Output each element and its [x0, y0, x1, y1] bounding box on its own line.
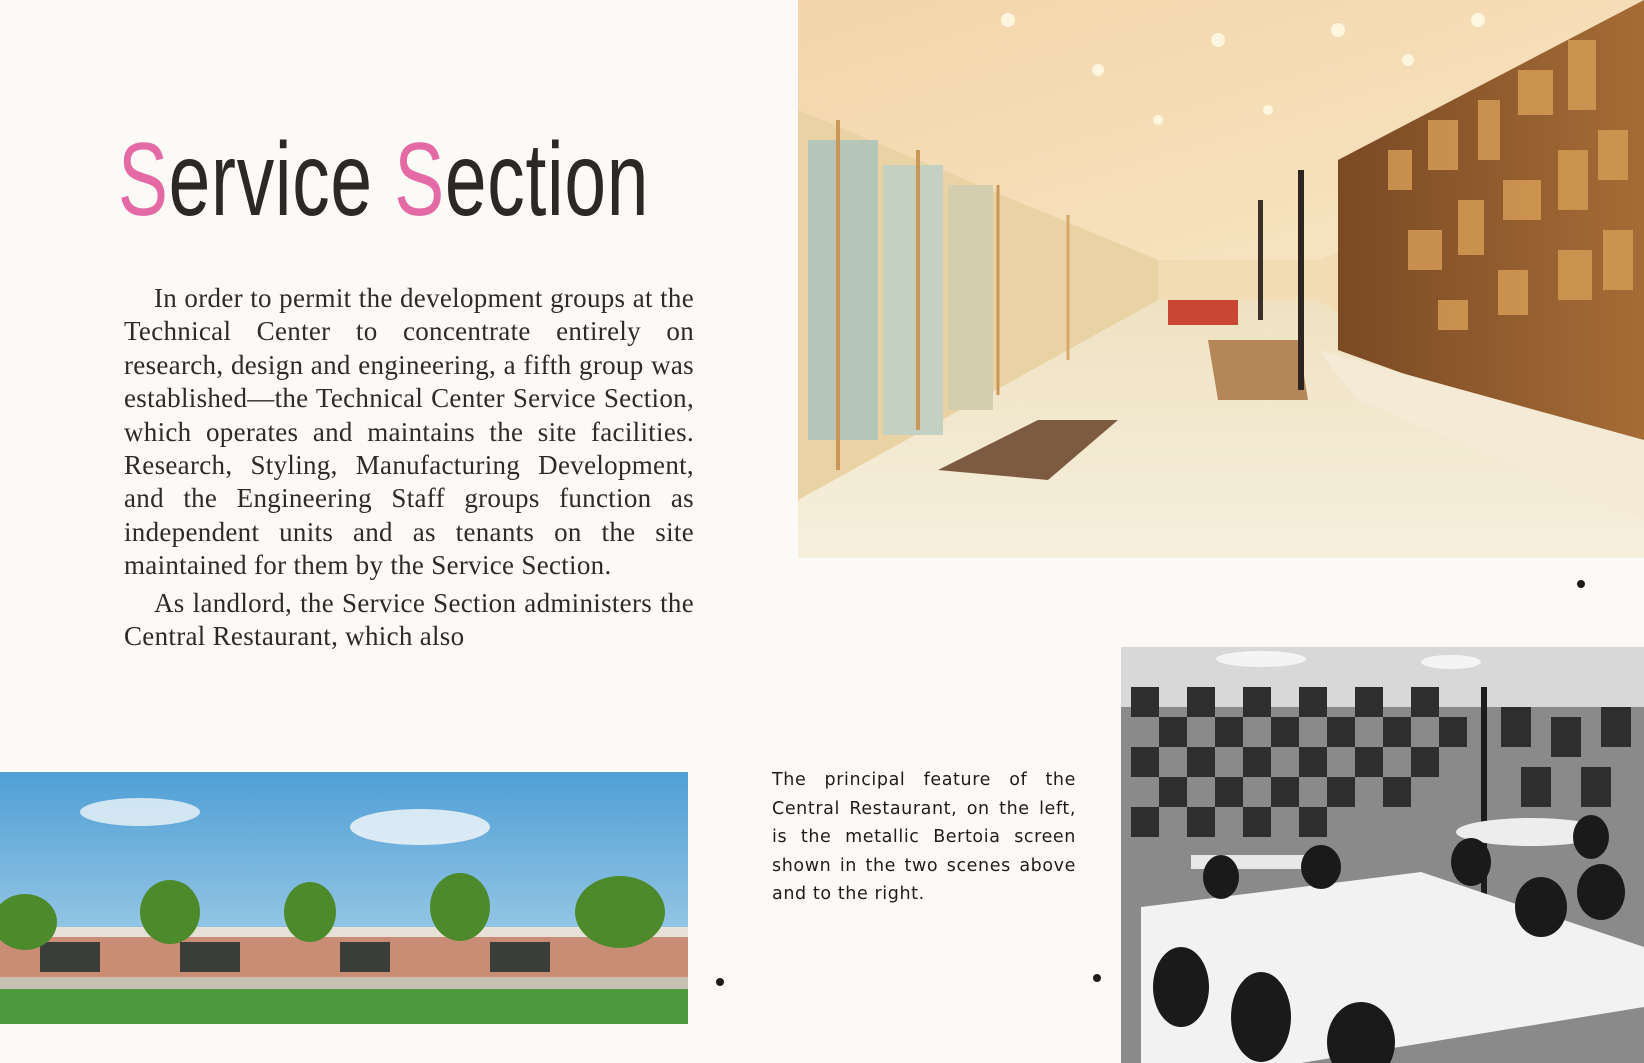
- page-title: [118, 122, 650, 238]
- title-initial: S: [118, 122, 169, 238]
- exterior-photo-image: [0, 772, 688, 1024]
- restaurant-photo-image: [1121, 647, 1644, 1063]
- photo-caption: The principal feature of the Central Restaurant, on the left, is the metallic Bertoia screen shown in the two scenes above and to the right.: [772, 770, 1076, 904]
- restaurant-photo: [1121, 647, 1644, 1063]
- body-text: [124, 282, 694, 653]
- bullet-dot: [1577, 580, 1585, 588]
- bullet-dot: [1093, 974, 1101, 982]
- title-initial: S: [394, 122, 445, 238]
- paragraph: In order to permit the development groups at the Technical Center to concentrate entirely on research, design and engineering, a fifth group was established—the Technical Center Service Section, which operates and maintains the site facilities. Research, Styling, Manufacturing Development, and the Engineering Staff groups function as independent units and as tenants on the site maintained for them by the Service Section.: [124, 283, 694, 581]
- corridor-photo-image: [798, 0, 1644, 558]
- title-word: ervice: [168, 122, 395, 238]
- exterior-photo: [0, 772, 688, 1024]
- corridor-photo: [798, 0, 1644, 558]
- paragraph: As landlord, the Service Section administers the Central Restaurant, which also: [124, 587, 694, 652]
- title-word: ection: [444, 122, 650, 238]
- bullet-dot: [716, 978, 724, 986]
